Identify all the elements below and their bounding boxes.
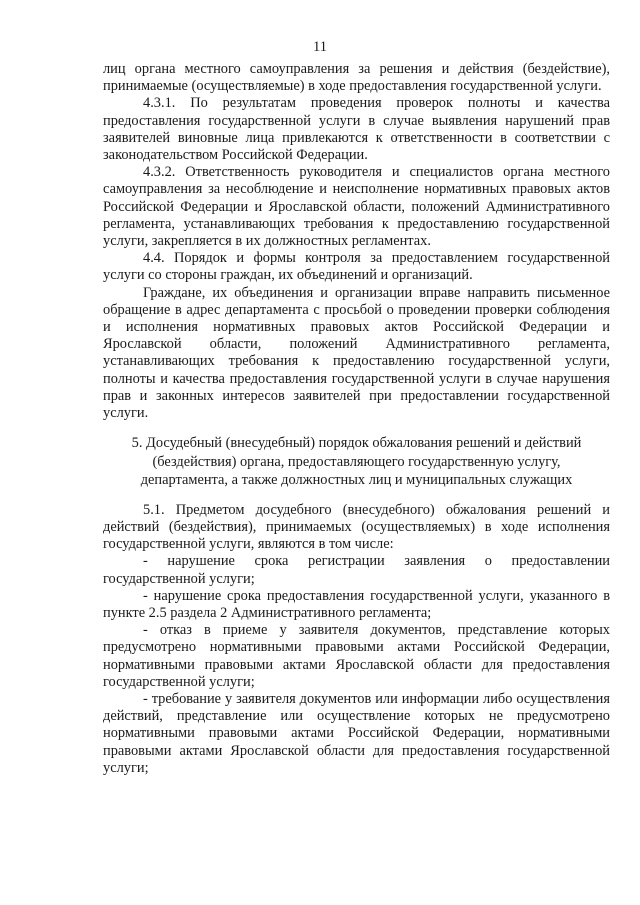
paragraph-5-1: 5.1. Предметом досудебного (внесудебного) обжалования решений и действий (бездействия), принимаемых (осуществляемых) в ходе исполнения государственной услуги, являются в том числе: xyxy=(103,501,610,553)
list-item-document-refusal: - отказ в приеме у заявителя документов, представление которых предусмотрено нормативными правовыми актами Российской Федерации, нормативными правовыми актами Ярославской области для предоставления государственной услуги; xyxy=(103,622,610,690)
paragraph-4-3-2: 4.3.2. Ответственность руководителя и специалистов органа местного самоуправления за несоблюдение и неисполнение нормативных правовых актов Российской Федерации и Ярославской области, положений Административного регламента, устанавливающих требования к предоставлению государственной услуги, закрепляется в их должностных регламентах. xyxy=(103,164,610,250)
document-body xyxy=(103,61,610,777)
list-item-registration-deadline: - нарушение срока регистрации заявления о предоставлении государственной услуги; xyxy=(103,553,610,587)
paragraph-continuation: лиц органа местного самоуправления за решения и действия (бездействие), принимаемые (осуществляемые) в ходе предоставления государственной услуги. xyxy=(103,61,610,95)
paragraph-4-4: 4.4. Порядок и формы контроля за предоставлением государственной услуги со стороны граждан, их объединений и организаций. xyxy=(103,250,610,284)
paragraph-4-3-1: 4.3.1. По результатам проведения проверок полноты и качества предоставления государственной услуги в случае выявления нарушений прав заявителей виновные лица привлекаются к ответственности в соответствии с законодательством Российской Федерации. xyxy=(103,95,610,164)
section-5-heading: 5. Досудебный (внесудебный) порядок обжалования решений и действий (бездействия) органа, предоставляющего государственную услугу, департамента, а также должностных лиц и муниципальных служащих xyxy=(131,435,582,489)
list-item-extra-requirements: - требование у заявителя документов или информации либо осуществления действий, представление или осуществление которых не предусмотрено нормативными правовыми актами Российской Федерации, нормативными правовыми актами Ярославской области для предоставления государственной услуги; xyxy=(103,691,610,776)
paragraph-citizens-rights: Граждане, их объединения и организации вправе направить письменное обращение в адрес департамента с просьбой о проведении проверки соблюдения и исполнения нормативных правовых актов Российской Федерации и Ярославской области, положений Административного регламента, устанавливающих требования к предоставлению государственной услуги, полноты и качества предоставления государственной услуги в случае нарушения прав и законных интересов заявителей при предоставлении государственной услуги. xyxy=(103,284,610,422)
page-number: 11 xyxy=(313,39,327,55)
list-item-service-deadline: - нарушение срока предоставления государственной услуги, указанного в пункте 2.5 раздела 2 Административного регламента; xyxy=(103,587,610,621)
